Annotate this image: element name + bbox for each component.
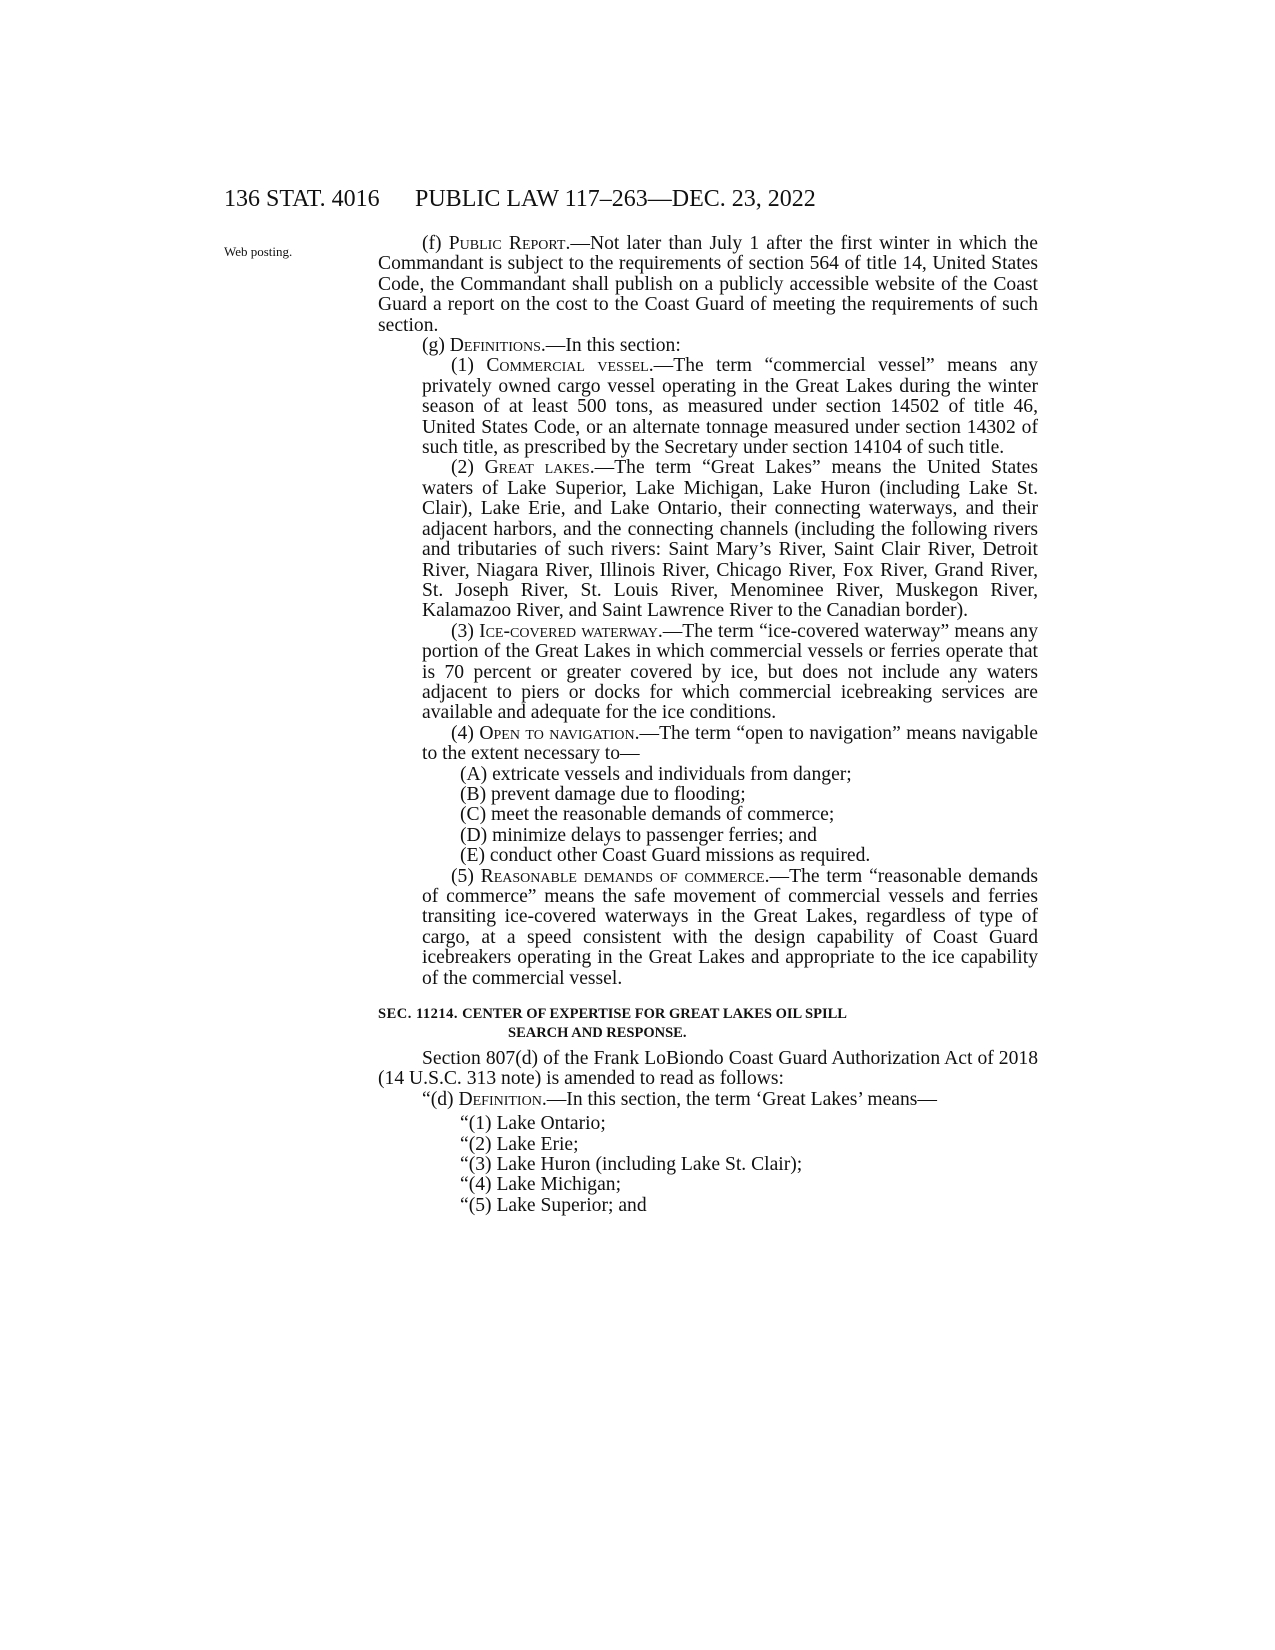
navigation-item: (E) conduct other Coast Guard missions as required. [460,845,871,867]
navigation-item: (C) meet the reasonable demands of commerce; [460,804,835,826]
lake-item: “(1) Lake Ontario; [460,1113,606,1135]
navigation-item: (B) prevent damage due to flooding; [460,783,746,805]
definition-label: (3) [451,620,480,642]
definition-text: .—The term “open to navigation” means navigable to the extent necessary to— [422,722,1038,765]
definition-label: (1) [451,355,487,377]
definition-label: “(d) [422,1088,459,1110]
paragraph-f [378,234,1038,336]
statute-page-number: 136 STAT. 4016 [224,186,380,212]
section-heading [378,1005,1038,1043]
paragraph-label: (g) [422,335,450,357]
paragraph-text: .—In this section: [540,335,681,357]
running-header: PUBLIC LAW 117–263—DEC. 23, 2022 [415,186,816,212]
definition-label: (4) [451,722,480,744]
definition-2 [378,458,1038,621]
lake-item: “(2) Lake Erie; [460,1133,579,1155]
section-intro: Section 807(d) of the Frank LoBiondo Coast Guard Authorization Act of 2018 (14 U.S.C. 313 note) is amended to read as follows: [378,1048,1038,1090]
section-title-line2: SEARCH AND RESPONSE. [508,1025,687,1042]
definition-label: (5) [451,865,481,887]
paragraph-heading: Definitions [449,335,541,357]
document-body [378,234,1038,1216]
definition-heading: Ice-covered waterway [479,620,658,642]
definition-1 [378,356,1038,458]
lake-item: “(5) Lake Superior; and [460,1194,647,1216]
paragraph-text: .—Not later than July 1 after the first winter in which the Commandant is subject to the requirements of section 564 of title 14, United States Code, the Commandant shall publish on a publicly accessible website of the Coast Guard a report on the cost to the Coast Guard of meeting the requirements of such section. [378,233,1038,336]
definition-text: .—The term “Great Lakes” means the United States waters of Lake Superior, Lake Michigan, Lake Huron (including Lake St. Clair), Lake Erie, and Lake Ontario, their connecting waterways, and their adjacent harbors, and the connecting channels (including the following rivers and tributaries of such rivers: Saint Mary’s River, Saint Clair River, Detroit River, Niagara River, Illinois River, Chicago River, Fox River, Grand River, St. Joseph River, St. Louis River, Menominee River, Muskegon River, Kalamazoo River, and Saint Lawrence River to the Canadian border). [422,457,1038,622]
definition-4 [378,724,1038,765]
definition-heading: Reasonable demands of commerce [480,865,765,887]
paragraph-heading: Public Report [448,233,566,254]
quoted-definition [378,1090,1038,1110]
definition-heading: Definition [458,1088,542,1110]
definition-heading: Commercial vessel [486,355,649,377]
definition-label: (2) [451,457,485,479]
section-title-line1: CENTER OF EXPERTISE FOR GREAT LAKES OIL SPILL [462,1006,847,1023]
definition-text: .—The term “ice-covered waterway” means any portion of the Great Lakes in which commercial vessels or ferries operate that is 70 percent or greater covered by ice, but does not include any waters adjacent to piers or docks for which commercial icebreaking services are available and adequate for the ice conditions. [422,620,1038,724]
margin-note: Web posting. [224,244,293,259]
navigation-item: (A) extricate vessels and individuals from danger; [460,763,852,785]
lake-item: “(4) Lake Michigan; [460,1174,622,1196]
definition-heading: Open to navigation [479,722,635,744]
paragraph-g [378,336,1038,356]
paragraph-label: (f) [422,233,449,254]
definition-text: .—The term “commercial vessel” means any privately owned cargo vessel operating in the Great Lakes during the winter season of at least 500 tons, as measured under section 14502 of title 46, United States Code, or an alternate tonnage measured under section 14302 of such title, as prescribed by the Secretary under section 14104 of such title. [422,355,1038,459]
navigation-item: (D) minimize delays to passenger ferries; and [460,824,817,846]
definition-5 [378,867,1038,989]
lake-item: “(3) Lake Huron (including Lake St. Clair); [460,1154,803,1176]
definition-heading: Great lakes [484,457,590,479]
definition-3 [378,622,1038,724]
definition-text: .—The term “reasonable demands of commerce” means the safe movement of commercial vessels and ferries transiting ice-covered waterways in the Great Lakes, regardless of type of cargo, at a speed consistent with the design capability of Coast Guard icebreakers operating in the Great Lakes and appropriate to the ice capability of the commercial vessel. [422,865,1038,989]
section-number: SEC. 11214. [378,1006,463,1023]
definition-text: .—In this section, the term ‘Great Lakes’ means— [541,1088,938,1110]
